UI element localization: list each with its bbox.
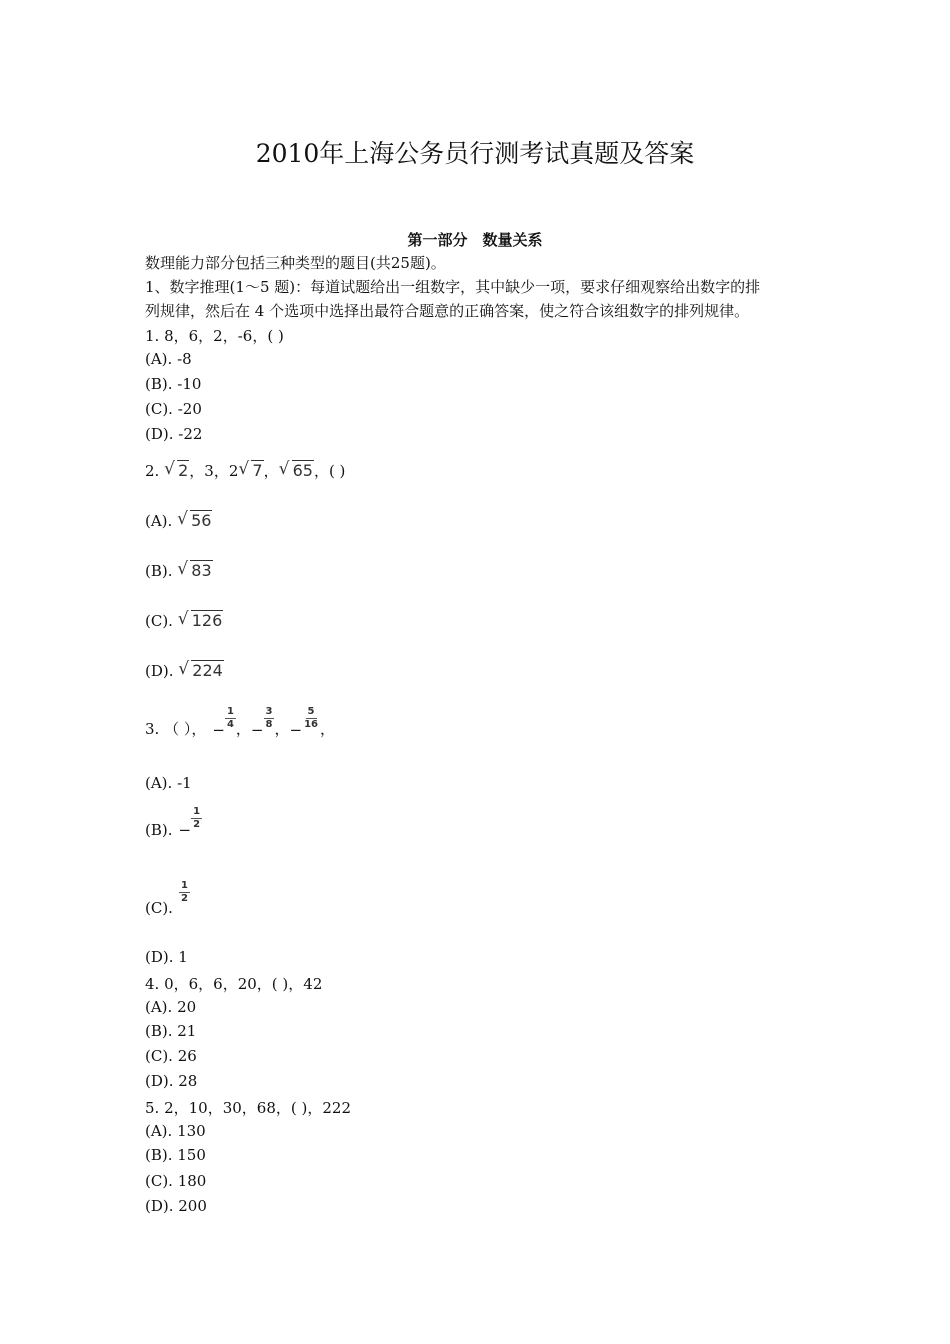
- instruction-line-1: 1、数字推理(1～5 题)：每道试题给出一组数字，其中缺少一项，要求仔细观察给出数字的排: [145, 278, 761, 296]
- question-5-option-a: (A). 130: [145, 1122, 206, 1140]
- fraction-option-c: $\frac{1}{2}$: [180, 880, 188, 904]
- option-label: (C).: [145, 899, 173, 917]
- option-label: (C).: [145, 612, 173, 630]
- sqrt-option-d: √ 224: [178, 661, 224, 680]
- fraction-3: $\frac{5}{16}$: [304, 706, 318, 730]
- comma: ，: [274, 720, 290, 738]
- section-heading: 第一部分 数量关系: [407, 231, 543, 249]
- question-5-stem: 5. 2，10，30，68，( )，222: [145, 1099, 351, 1117]
- question-1-option-d: (D). -22: [145, 425, 203, 443]
- comma: ，: [235, 720, 251, 738]
- minus-sign: −: [212, 721, 225, 739]
- question-1-option-b: (B). -10: [145, 375, 202, 393]
- question-2-prefix: 2.: [145, 462, 160, 480]
- question-2-option-b: [145, 561, 213, 580]
- question-1-stem: 1. 8，6，2，-6，( ): [145, 327, 284, 345]
- question-1-option-c: (C). -20: [145, 400, 202, 418]
- question-4-option-d: (D). 28: [145, 1072, 198, 1090]
- sqrt-option-a: √ 56: [177, 511, 212, 530]
- intro-text: 数理能力部分包括三种类型的题目(共25题)。: [145, 254, 446, 272]
- minus-sign: −: [250, 721, 264, 739]
- question-3-stem: [145, 706, 335, 739]
- fraction-1: $\frac{1}{4}$: [226, 706, 234, 730]
- option-label: (D).: [145, 662, 174, 680]
- question-3-option-d: (D). 1: [145, 948, 188, 966]
- question-1-option-a: (A). -8: [145, 350, 192, 368]
- term-3-coefficient: 2: [228, 462, 239, 480]
- question-4-option-b: (B). 21: [145, 1022, 197, 1040]
- question-2-tail: ，( ): [313, 462, 346, 480]
- question-4-option-a: (A). 20: [145, 998, 197, 1016]
- question-3-prefix: 3. （ ），: [145, 720, 207, 738]
- document-title: 2010年上海公务员行测考试真题及答案: [255, 139, 695, 168]
- question-2-sep-2: ，: [263, 462, 279, 480]
- minus-sign: −: [178, 821, 192, 839]
- option-label: (B).: [145, 821, 173, 839]
- question-5-option-b: (B). 150: [145, 1146, 206, 1164]
- comma: ，: [319, 720, 335, 738]
- minus-sign: −: [289, 721, 303, 739]
- question-2-option-d: [145, 661, 224, 680]
- question-5-option-d: (D). 200: [145, 1197, 207, 1215]
- question-5-option-c: (C). 180: [145, 1172, 207, 1190]
- question-2-stem: [145, 460, 345, 481]
- question-3-option-c: [145, 880, 190, 917]
- question-3-option-a: (A). -1: [145, 774, 192, 792]
- question-2-option-a: [145, 511, 212, 530]
- sqrt-option-c: √ 126: [178, 611, 224, 630]
- question-2-option-c: [145, 611, 223, 630]
- fraction-option-b: $\frac{1}{2}$: [193, 806, 201, 830]
- sqrt-term-4: √ 65: [279, 461, 314, 480]
- sqrt-option-b: √ 83: [177, 561, 212, 580]
- question-2-sep-1: ，3，: [189, 462, 229, 480]
- sqrt-term-3: √ 7: [238, 461, 263, 480]
- option-label: (B).: [145, 562, 173, 580]
- question-4-stem: 4. 0，6，6，20，( )，42: [145, 975, 323, 993]
- fraction-2: $\frac{3}{8}$: [265, 706, 273, 730]
- question-3-option-b: [145, 806, 202, 839]
- instruction-line-2: 列规律，然后在 4 个选项中选择出最符合题意的正确答案，使之符合该组数字的排列规律。: [145, 302, 750, 320]
- question-4-option-c: (C). 26: [145, 1047, 197, 1065]
- sqrt-term-1: √ 2: [164, 461, 189, 480]
- option-label: (A).: [145, 512, 173, 530]
